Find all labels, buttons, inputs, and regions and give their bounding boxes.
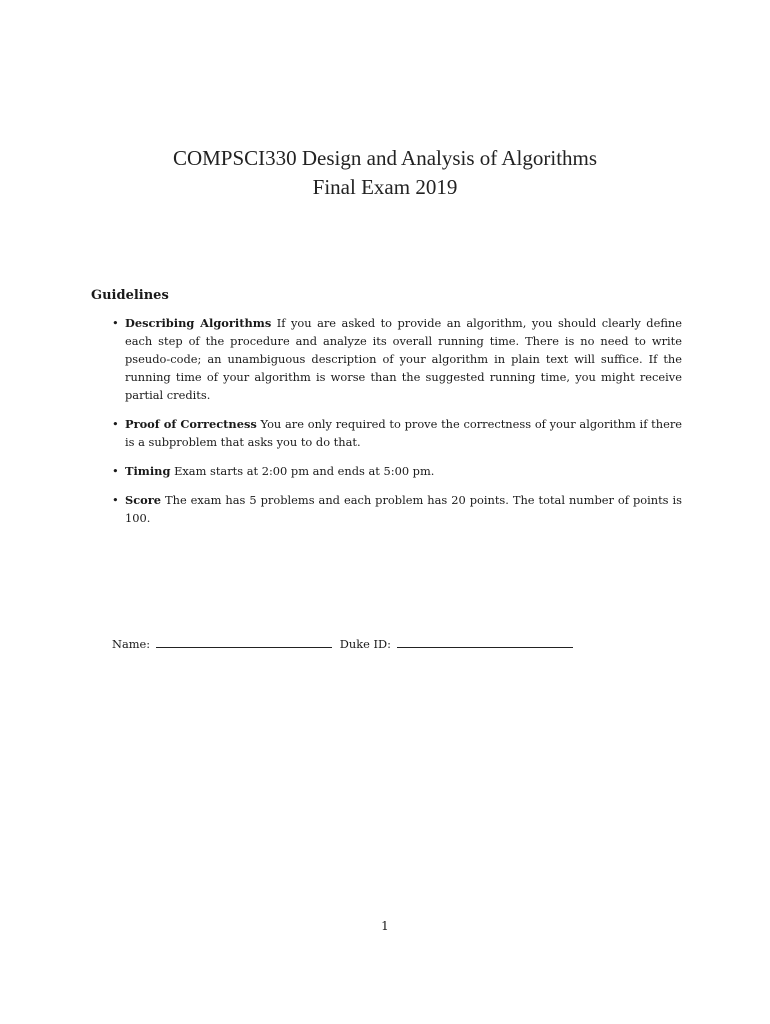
page-number: 1 (381, 919, 389, 933)
guideline-timing (112, 462, 682, 480)
bullet-icon: • (112, 464, 119, 478)
guideline-term: Describing Algorithms (125, 316, 272, 330)
duke-id-blank-line[interactable] (397, 634, 573, 648)
guideline-describing-algorithms (112, 314, 682, 404)
bullet-icon: • (112, 417, 119, 431)
bullet-icon: • (112, 316, 119, 330)
guideline-term: Score (125, 493, 162, 507)
student-info-row (112, 634, 577, 653)
name-blank-line[interactable] (156, 634, 332, 648)
guideline-text: If you are asked to provide an algorithm, you should clearly define each step of the procedure and analyze its overall running time. There is no need to write pseudo-code; an unambiguous description of your algorithm in plain text will suffice. If the running time of your algorithm is worse than the suggested running time, you might receive partial credits. (125, 316, 683, 402)
guidelines-heading: Guidelines (91, 288, 169, 303)
guideline-proof-of-correctness (112, 415, 682, 451)
name-label: Name: (112, 637, 151, 651)
duke-id-label: Duke ID: (339, 637, 391, 651)
guideline-term: Proof of Correctness (125, 417, 257, 431)
guideline-text: You are only required to prove the correctness of your algorithm if there is a subproblem that asks you to do that. (125, 417, 682, 449)
exam-subtitle: Final Exam 2019 (312, 175, 458, 199)
guideline-text: Exam starts at 2:00 pm and ends at 5:00 pm. (174, 464, 435, 478)
guideline-term: Timing (125, 464, 171, 478)
bullet-icon: • (112, 493, 119, 507)
guideline-text: The exam has 5 problems and each problem has 20 points. The total number of points is 100. (125, 493, 683, 525)
guidelines-list (112, 314, 682, 538)
exam-title (0, 144, 770, 202)
guideline-score (112, 491, 682, 527)
course-title: COMPSCI330 Design and Analysis of Algorithms (172, 146, 598, 170)
